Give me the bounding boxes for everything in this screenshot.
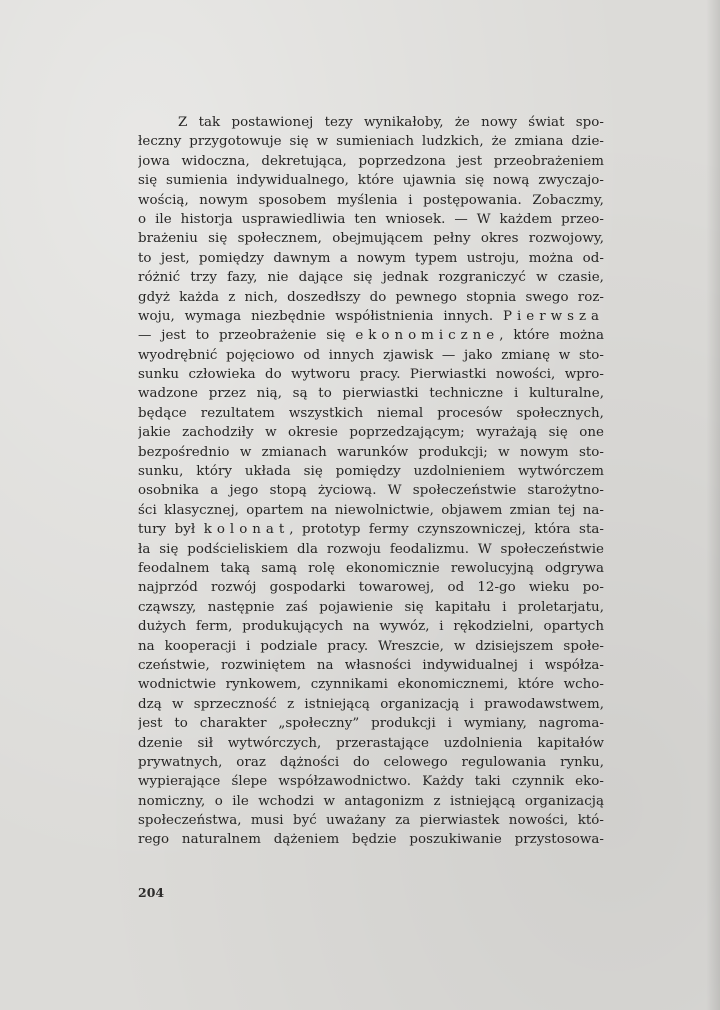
text-line: jowa widoczna, dekretująca, poprzedzona jest przeobrażeniem <box>138 153 604 169</box>
text-line: Z tak postawionej tezy wynikałoby, że nowy świat spo- <box>178 115 604 130</box>
text-line: ła się podścieliskiem dla rozwoju feodalizmu. W społeczeństwie <box>138 541 604 557</box>
text-line: różnić trzy fazy, nie dające się jednak rozgraniczyć w czasie, <box>138 270 604 286</box>
text-line: brażeniu się społecznem, obejmującem pełny okres rozwojowy, <box>138 231 604 247</box>
text-line: wadzone przez nią, są to pierwiastki techniczne i kulturalne, <box>138 386 604 402</box>
text-line: — jest to przeobrażenie się ekonomiczne, które można <box>138 328 604 344</box>
text-line: woju, wymaga niezbędnie współistnienia innych. Pierwsza <box>138 308 604 324</box>
text-line: wością, nowym sposobem myślenia i postępowania. Zobaczmy, <box>138 192 604 208</box>
text-line: bezpośrednio w zmianach warunków produkcji; w nowym sto- <box>138 444 604 460</box>
page-number: 204 <box>138 885 165 900</box>
text-line: będące rezultatem wszystkich niemal procesów społecznych, <box>138 405 604 421</box>
text-line: dużych ferm, produkujących na wywóz, i rękodzielni, opartych <box>138 619 604 635</box>
text-line: czeństwie, rozwiniętem na własności indywidualnej i współza- <box>138 657 604 673</box>
text-line: o ile historja usprawiedliwia ten wniosek. — W każdem przeo- <box>138 211 604 227</box>
text-line: ści klasycznej, opartem na niewolnictwie, objawem zmian tej na- <box>138 502 604 518</box>
text-line: na kooperacji i podziale pracy. Wreszcie, w dzisiejszem społe- <box>138 638 604 654</box>
text-line: się sumienia indywidualnego, które ujawnia się nową zwyczajo- <box>138 173 604 189</box>
text-line: jest to charakter „społeczny” produkcji i wymiany, nagroma- <box>138 716 604 732</box>
emphasized-word: Pierwsza <box>503 308 604 324</box>
text-line: to jest, pomiędzy dawnym a nowym typem ustroju, można od- <box>138 250 604 266</box>
emphasized-word: kolonat <box>203 522 290 538</box>
text-line: gdyż każda z nich, doszedłszy do pewnego stopnia swego roz- <box>138 289 604 305</box>
body-text <box>138 113 604 850</box>
text-line: wodnictwie rynkowem, czynnikami ekonomicznemi, które wcho- <box>138 677 604 693</box>
text-line: wyodrębnić pojęciowo od innych zjawisk — jako zmianę w sto- <box>138 347 604 363</box>
text-line: sunku, który układa się pomiędzy uzdolnieniem wytwórczem <box>138 464 604 480</box>
text-line: nomiczny, o ile wchodzi w antagonizm z istniejącą organizacją <box>138 793 604 809</box>
text-line: społeczeństwa, musi być uważany za pierwiastek nowości, któ- <box>138 813 604 829</box>
text-line: osobnika a jego stopą życiową. W społeczeństwie starożytno- <box>138 483 604 499</box>
text-line: feodalnem taką samą rolę ekonomicznie rewolucyjną odgrywa <box>138 560 604 576</box>
emphasized-word: ekonomiczne <box>355 328 500 344</box>
text-line: dzenie sił wytwórczych, przerastające uzdolnienia kapitałów <box>138 735 604 751</box>
text-line: jakie zachodziły w okresie poprzedzającym; wyrażają się one <box>138 425 604 441</box>
text-line: cząwszy, następnie zaś pojawienie się kapitału i proletarjatu, <box>138 599 604 615</box>
text-line: sunku człowieka do wytworu pracy. Pierwiastki nowości, wpro- <box>138 367 604 383</box>
text-line: wypierające ślepe współzawodnictwo. Każdy taki czynnik eko- <box>138 774 604 790</box>
text-line: rego naturalnem dążeniem będzie poszukiwanie przystosowa- <box>138 832 604 848</box>
text-line: prywatnych, oraz dążności do celowego regulowania rynku, <box>138 754 604 770</box>
text-line: tury był kolonat, prototyp fermy czynszowniczej, która sta- <box>138 522 604 538</box>
text-line: najprzód rozwój gospodarki towarowej, od 12-go wieku po- <box>138 580 604 596</box>
text-line: dzą w sprzeczność z istniejącą organizacją i prawodawstwem, <box>138 696 604 712</box>
text-line: łeczny przygotowuje się w sumieniach ludzkich, że zmiana dzie- <box>138 134 604 150</box>
